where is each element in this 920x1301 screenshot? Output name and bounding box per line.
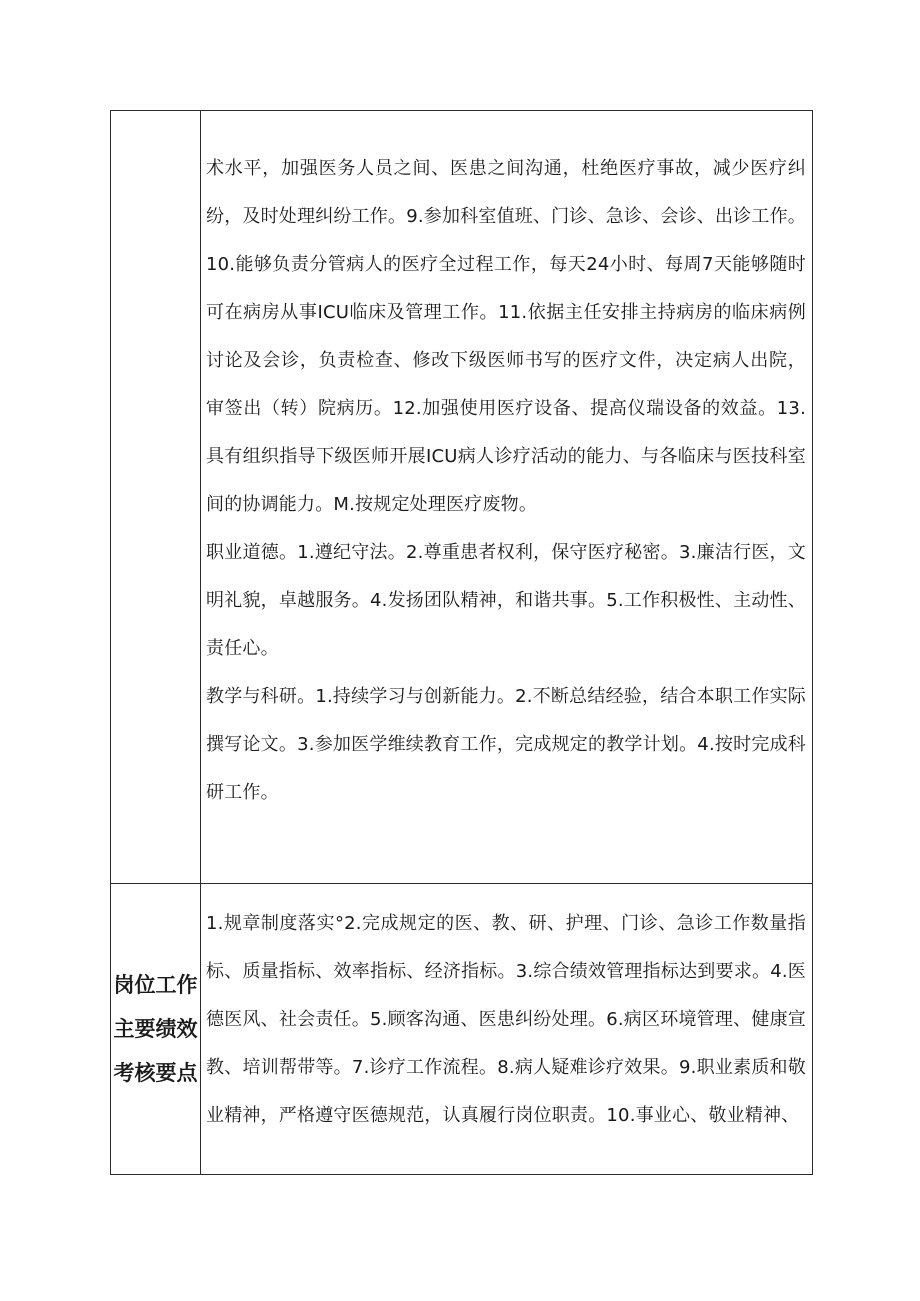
ethics-paragraph: 职业道德。1.遵纪守法。2.尊重患者权利，保守医疗秘密。3.廉洁行医，文明礼貌，卓越服务。4.发扬团队精神，和谐共事。5.工作积极性、主动性、责任心。 bbox=[206, 542, 806, 659]
duties-content-cell bbox=[201, 111, 813, 884]
kpi-row bbox=[111, 884, 813, 1175]
kpi-label: 岗位工作主要绩效考核要点 bbox=[113, 973, 198, 1085]
teaching-research-paragraph: 教学与科研。1.持续学习与创新能力。2.不断总结经验，结合本职工作实际撰写论文。3.参加医学维续教育工作，完成规定的教学计划。4.按时完成科研工作。 bbox=[206, 686, 806, 803]
duties-row bbox=[111, 111, 813, 884]
job-description-table bbox=[110, 110, 813, 1175]
duties-label-cell bbox=[111, 111, 201, 884]
duties-paragraph: 术水平，加强医务人员之间、医患之间沟通，杜绝医疗事故，减少医疗纠纷，及时处理纠纷工作。9.参加科室值班、门诊、急诊、会诊、出诊工作。10.能够负责分管病人的医疗全过程工作，每天24小时、每周7天能够随时可在病房从事ICU临床及管理工作。11.依据主任安排主持病房的临床病例讨论及会诊，负责检查、修改下级医师书写的医疗文件，决定病人出院，审签出（转）院病历。12.加强使用医疗设备、提高仪瑞设备的效益。13.具有组织指导下级医师开展ICU病人诊疗活动的能力、与各临床与医技科室间的协调能力。M.按规定处理医疗废物。 bbox=[206, 158, 806, 515]
kpi-paragraph: 1.规章制度落实°2.完成规定的医、教、研、护理、门诊、急诊工作数量指标、质量指标、效率指标、经济指标。3.综合绩效管理指标达到要求。4.医德医风、社会责任。5.顾客沟通、医患纠纷处理。6.病区环境管理、健康宣教、培训帮带等。7.诊疗工作流程。8.病人疑难诊疗效果。9.职业素质和敬业精神，严格遵守医德规范，认真履行岗位职责。10.事业心、敬业精神、 bbox=[206, 913, 806, 1126]
kpi-content-cell bbox=[201, 884, 813, 1175]
kpi-label-cell bbox=[111, 884, 201, 1175]
